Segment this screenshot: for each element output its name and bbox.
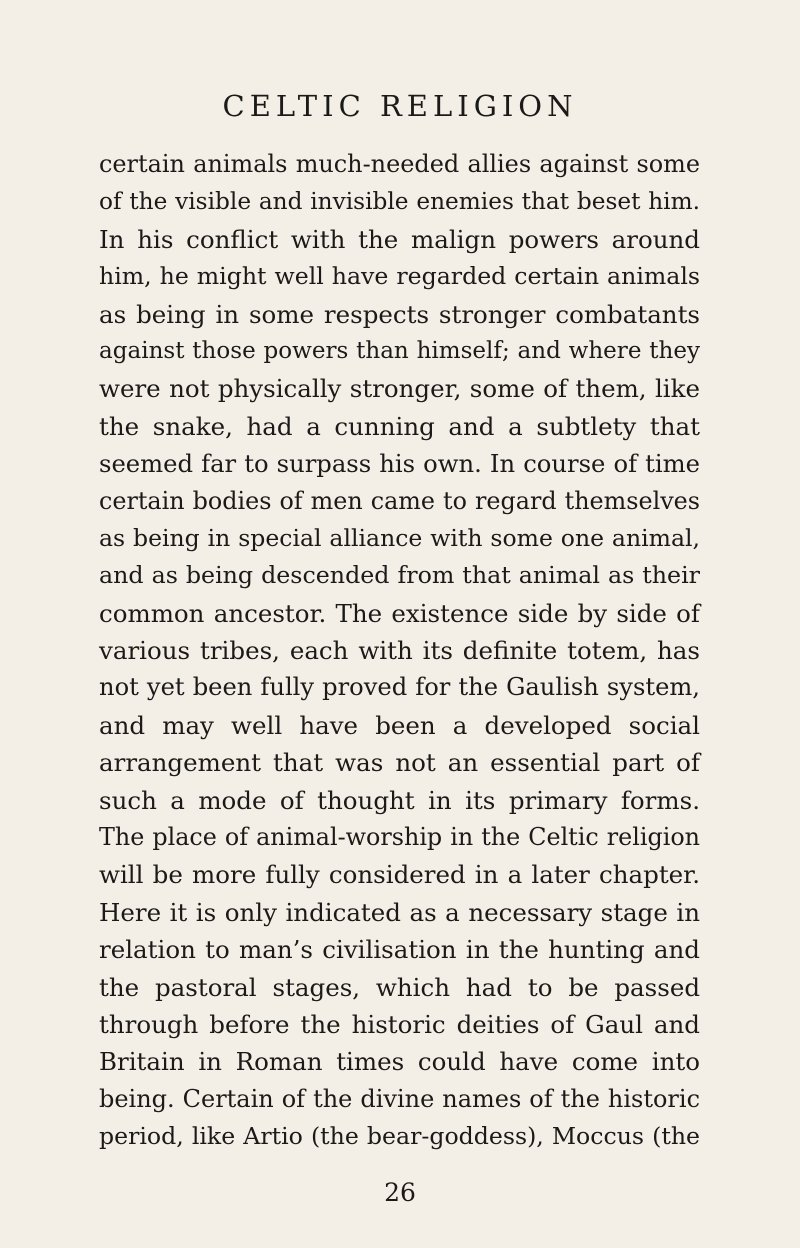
text-line: arrangement that was not an essential part of [99,748,700,778]
text-line: certain bodies of men came to regard themselves [99,486,700,515]
text-line: seemed far to surpass his own. In course of time [99,449,700,479]
text-line: being. Certain of the divine names of the historic [99,1084,700,1113]
text-line: against those powers than himself; and where they [99,337,700,364]
text-line: relation to man’s civilisation in the hunting and [99,935,700,965]
text-line: the snake, had a cunning and a subtlety that [99,411,700,441]
body-text [99,146,700,1156]
text-line: as being in some respects stronger combatants [99,299,700,329]
text-line: not yet been fully proved for the Gaulish system, [99,673,700,702]
page-number: 26 [384,1178,416,1207]
text-line: as being in special alliance with some one animal, [99,523,700,552]
text-line: certain animals much-needed allies against some [99,150,700,178]
text-line: In his conflict with the malign powers around [99,224,700,254]
text-line: period, like Artio (the bear-goddess), Moccus (the [99,1122,700,1151]
text-line: of the visible and invisible enemies that beset him. [99,188,700,216]
text-line: various tribes, each with its definite totem, has [99,636,700,666]
text-line: the pastoral stages, which had to be passed [99,972,700,1002]
text-line: such a mode of thought in its primary forms. [99,785,700,815]
text-line: were not physically stronger, some of them, like [99,374,700,404]
text-line: The place of animal-worship in the Celtic religion [99,823,700,852]
text-line: Here it is only indicated as a necessary stage in [99,897,700,927]
text-line: will be more fully considered in a later chapter. [99,860,700,890]
text-line: and as being descended from that animal as their [99,561,700,590]
text-line: and may well have been a developed social [99,710,700,740]
running-head: CELTIC RELIGION [222,89,578,123]
text-line: through before the historic deities of Gaul and [99,1009,700,1039]
text-line: common ancestor. The existence side by side of [99,598,700,628]
text-line: him, he might well have regarded certain animals [99,262,700,291]
text-line: Britain in Roman times could have come into [99,1047,700,1077]
